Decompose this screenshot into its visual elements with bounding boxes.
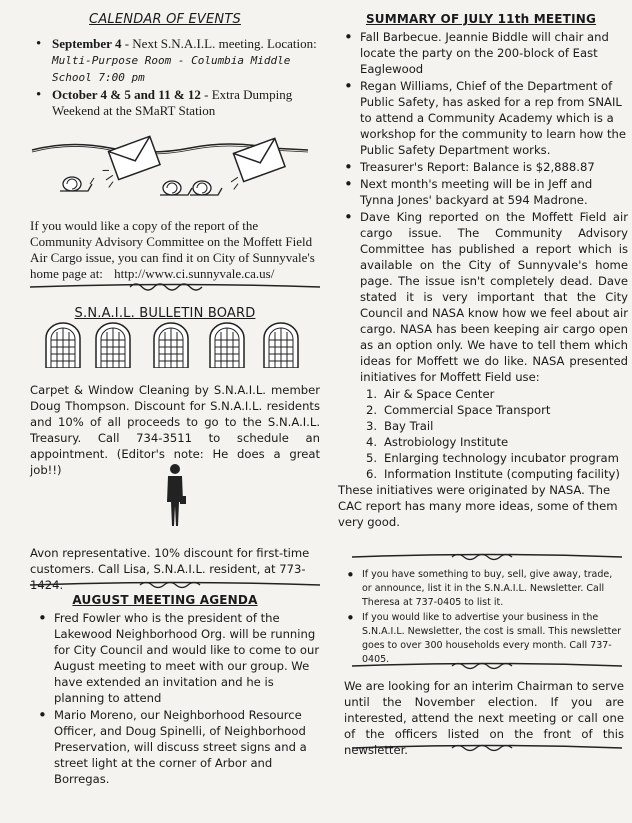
initiative-item: 2. Commercial Space Transport <box>366 403 551 417</box>
initiative-item: 4. Astrobiology Institute <box>366 435 509 449</box>
arched-window-icon <box>96 323 130 368</box>
agenda-title: AUGUST MEETING AGENDA <box>72 593 258 607</box>
summary-item: • Dave King reported on the Moffett Field air cargo issue. The Community Advisory Committee has published a report which is available on the City of Sunnyvale's home page. The issue isn't completely dead. Dave stated it is very important that the City Council and NASA know how we feel about air cargo. NASA has been keeping air cargo open as an option only. We have to tell them which ideas for Moffett we do like. NASA presented initiatives for Moffett Field use: <box>360 209 628 385</box>
initiative-item: 3. Bay Trail <box>366 419 434 433</box>
handwritten-location: Multi-Purpose Room - Columbia Middle School 7:00 pm <box>52 54 291 84</box>
summary-item: • Treasurer's Report: Balance is $2,888.87 <box>360 159 628 175</box>
scroll-divider-icon <box>30 280 320 294</box>
snail-icon <box>160 181 192 195</box>
calendar-item: • September 4 - Next S.N.A.I.L. meeting. Location: Multi-Purpose Room - Columbia Middle School 7:00 pm <box>52 36 330 86</box>
snail-mail-divider <box>30 128 310 208</box>
agenda-list <box>32 610 324 788</box>
avon-ad: Avon representative. 10% discount for first-time customers. Call Lisa, S.N.A.I.L. resident, at 773-1424. <box>30 546 310 592</box>
notice-item: • If you would like to advertise your business in the S.N.A.I.L. Newsletter, the cost is small. This newsletter goes to over 300 households every month. Call 737-0405. <box>362 611 624 667</box>
calendar-item: • October 4 & 5 and 11 & 12 - Extra Dumping Weekend at the SMaRT Station <box>52 87 330 119</box>
agenda-item: • Fred Fowler who is the president of the Lakewood Neighborhood Org. will be running for City Council and would like to come to our August meeting to meet with our group. We have extended an invitation and he is planning to attend <box>54 610 324 706</box>
summary-title: SUMMARY OF JULY 11th MEETING <box>365 12 597 26</box>
initiatives-list <box>360 386 628 482</box>
city-url-link[interactable]: http://www.ci.sunnyvale.ca.us/ <box>114 266 275 281</box>
windows-row <box>44 322 304 368</box>
scroll-divider-icon <box>352 742 622 754</box>
calendar-title: CALENDAR OF EVENTS <box>89 12 241 27</box>
scroll-divider-icon <box>352 551 622 563</box>
summary-item: • Regan Williams, Chief of the Department of Public Safety, has asked for a rep from SNAIL to attend a Community Academy which is a workshop for the community to learn how the Public Safety Department works. <box>360 78 628 158</box>
initiative-item: 1. Air & Space Center <box>366 387 495 401</box>
initiative-item: 5. Enlarging technology incubator program <box>366 451 619 465</box>
calendar-list <box>30 36 330 120</box>
carpet-cleaning-ad: Carpet & Window Cleaning by S.N.A.I.L. member Doug Thompson. Discount for S.N.A.I.L. residents and 10% of all proceeds to go to the S.N.A.I.L. Treasury. Call 734-3511 to schedule an appointment. (Editor's note: He does a great job!!) <box>30 383 320 477</box>
person-figure-icon <box>163 462 187 530</box>
scroll-divider-icon <box>30 579 320 591</box>
snail-icon <box>60 177 94 191</box>
initiatives-footer: These initiatives were originated by NASA. The CAC report has many more ideas, some of them very good. <box>338 483 618 529</box>
summary-item: • Next month's meeting will be in Jeff and Tynna Jones' backyard at 594 Madrone. <box>360 176 628 208</box>
notices-list <box>344 568 624 668</box>
chairman-notice: We are looking for an interim Chairman to serve until the November election. If you are interested, attend the next meeting or call one of the officers listed on the front of this newsletter. <box>344 679 624 757</box>
bulletin-board-title: S.N.A.I.L. BULLETIN BOARD <box>74 306 256 321</box>
envelope-icon <box>97 136 161 187</box>
air-cargo-report-note: If you would like a copy of the report of the Community Advisory Committee on the Moffett Field Air Cargo issue, you can find it on City of Sunnyvale's home page at: http://www.ci.sunnyvale.ca.us/ <box>30 218 315 281</box>
summary-item: • Fall Barbecue. Jeannie Biddle will chair and locate the party on the 200-block of East Eaglewood <box>360 29 628 77</box>
summary-list <box>338 29 628 530</box>
scroll-divider-icon <box>352 660 622 672</box>
initiative-item: 6. Information Institute (computing facility) <box>366 467 620 481</box>
snail-icon <box>190 181 222 195</box>
agenda-item: • Mario Moreno, our Neighborhood Resource Officer, and Doug Spinelli, of Neighborhood Preservation, will discuss street signs and a street light at the corner of Arbor and Borregas. <box>54 707 324 787</box>
notice-item: • If you have something to buy, sell, give away, trade, or announce, list it in the S.N.A.I.L. Newsletter. Call Theresa at 737-0405 to list it. <box>362 568 624 610</box>
